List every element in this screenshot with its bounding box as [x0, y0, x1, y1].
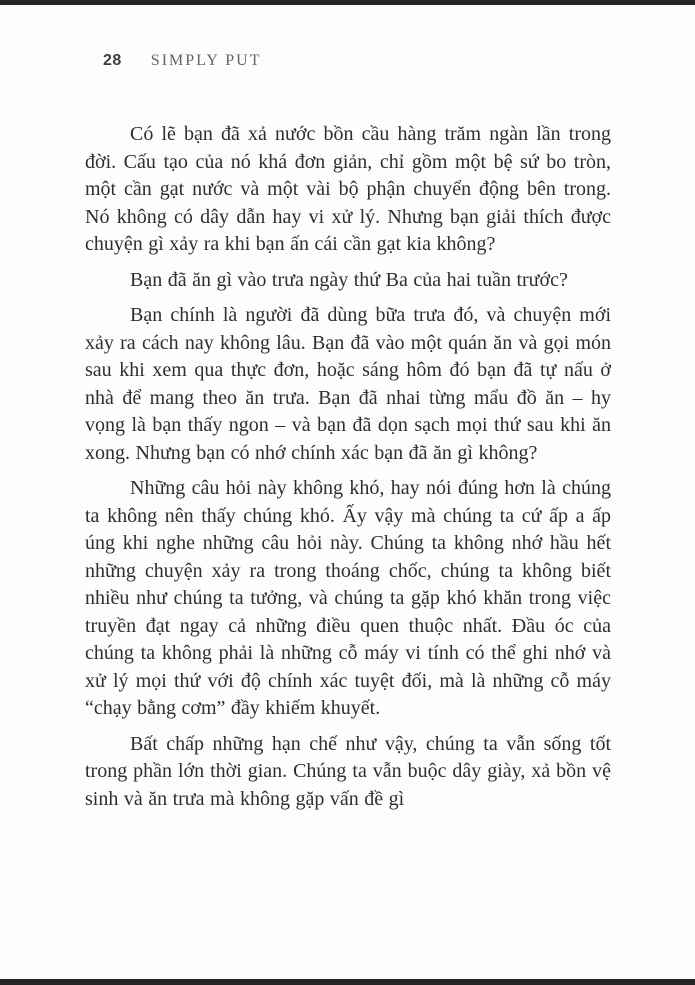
- page-number: 28: [103, 52, 122, 69]
- running-title: SIMPLY PUT: [150, 52, 262, 69]
- paragraph-5: Bất chấp những hạn chế như vậy, chúng ta vẫn sống tốt trong phần lớn thời gian. Chúng ta vẫn buộc dây giày, xả bồn vệ sinh và ăn trưa mà không gặp vấn đề gì: [85, 732, 611, 810]
- paragraph-2: Bạn đã ăn gì vào trưa ngày thứ Ba của hai tuần trước?: [130, 268, 568, 291]
- page-header: [103, 52, 262, 70]
- bottom-edge-bar: [0, 979, 695, 985]
- paragraph-4: Những câu hỏi này không khó, hay nói đúng hơn là chúng ta không nên thấy chúng khó. Ấy vậy mà chúng ta cứ ấp a ấp úng khi nghe những câu hỏi này. Chúng ta không nhớ hầu hết những chuyện xảy ra trong thoáng chốc, chúng ta không biết nhiều như chúng ta tưởng, và chúng ta gặp khó khăn trong việc truyền đạt ngay cả những điều quen thuộc nhất. Đầu óc của chúng ta không phải là những cỗ máy vi tính có thể ghi nhớ và xử lý mọi thứ với độ chính xác tuyệt đối, mà là những cỗ máy “chạy bằng cơm” đầy khiếm khuyết.: [85, 477, 611, 719]
- top-edge-bar: [0, 0, 695, 5]
- paragraph-3: Bạn chính là người đã dùng bữa trưa đó, và chuyện mới xảy ra cách nay không lâu. Bạn đã vào một quán ăn và gọi món sau khi xem qua thực đơn, hoặc sáng hôm đó bạn đã tự nấu ở nhà để mang theo ăn trưa. Bạn đã nhai từng mẩu đồ ăn – hy vọng là bạn thấy ngon – và bạn đã dọn sạch mọi thứ sau khi ăn xong. Nhưng bạn có nhớ chính xác bạn đã ăn gì không?: [85, 304, 611, 464]
- paragraph-1: Có lẽ bạn đã xả nước bồn cầu hàng trăm ngàn lần trong đời. Cấu tạo của nó khá đơn giản, chỉ gồm một bệ sứ bo tròn, một cần gạt nước và một vài bộ phận chuyển động bên trong. Nó không có dây dẫn hay vi xử lý. Nhưng bạn giải thích được chuyện gì xảy ra khi bạn ấn cái cần gạt kia không?: [85, 123, 611, 255]
- body-text: [85, 121, 611, 821]
